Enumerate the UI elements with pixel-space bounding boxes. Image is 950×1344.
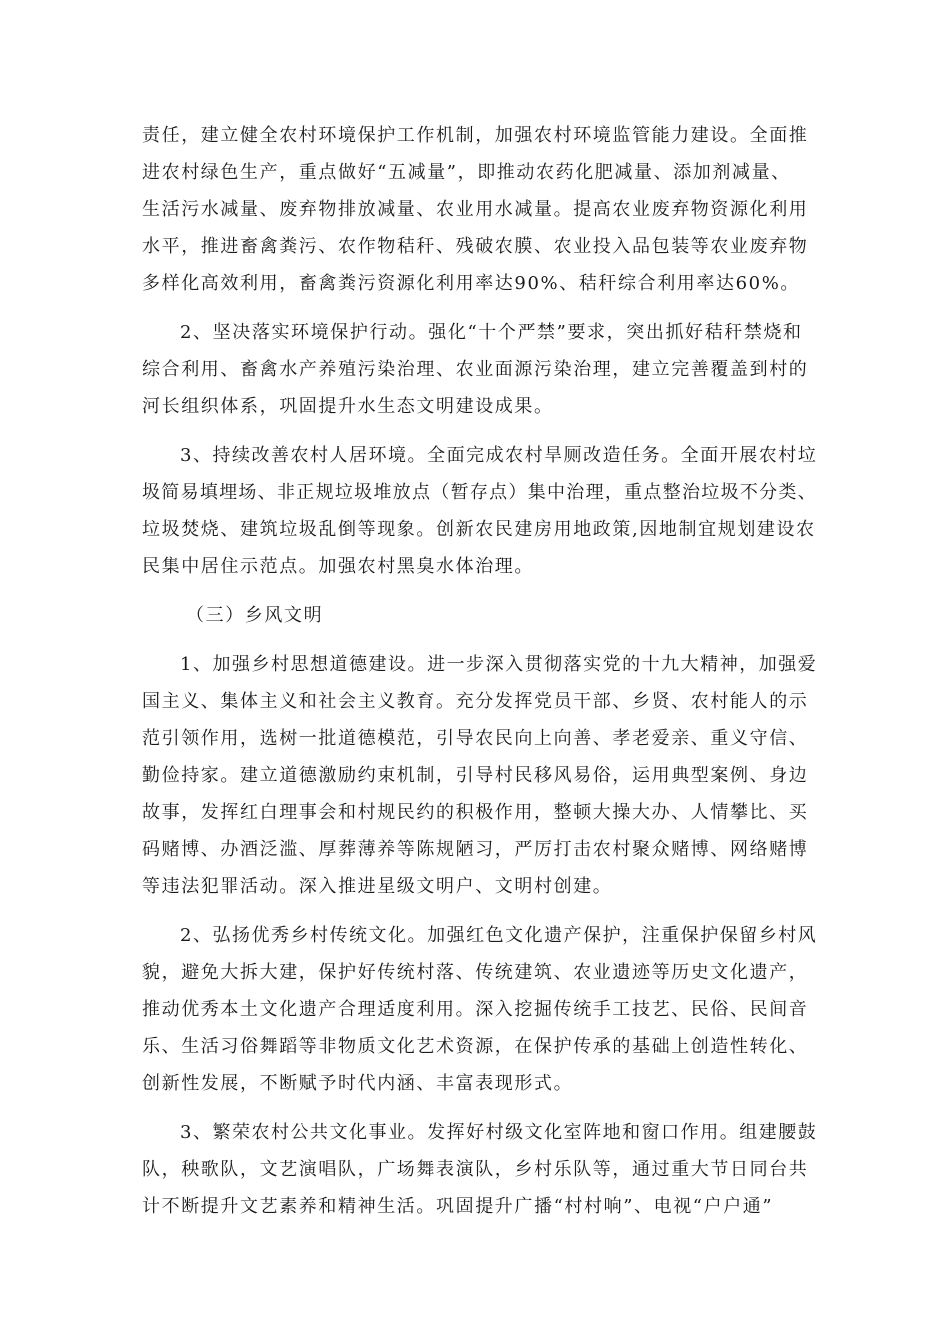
paragraph-1-line-4: 水平，推进畜禽粪污、农作物秸秆、残破农膜、农业投入品包装等农业废弃物 (142, 236, 809, 257)
paragraph-4-line-6: 码赌博、办酒泛滥、厚葬薄养等陈规陋习，严厉打击农村聚众赌博、网络赌博 (142, 839, 809, 860)
paragraph-3-line-1: 3、持续改善农村人居环境。全面完成农村旱厕改造任务。全面开展农村垃 (180, 445, 818, 466)
paragraph-3-line-3: 垃圾焚烧、建筑垃圾乱倒等现象。创新农民建房用地政策,因地制宜规划建设农 (142, 519, 816, 540)
paragraph-1-line-3: 生活污水减量、废弃物排放减量、农业用水减量。提高农业废弃物资源化利用 (142, 199, 809, 220)
paragraph-6-line-3: 计不断提升文艺素养和精神生活。巩固提升广播“村村响”、电视“户户通” (142, 1196, 774, 1217)
paragraph-1-line-2: 进农村绿色生产，重点做好“五减量”，即推动农药化肥减量、添加剂减量、 (142, 162, 791, 183)
paragraph-4-line-1: 1、加强乡村思想道德建设。进一步深入贯彻落实党的十九大精神，加强爱 (180, 654, 818, 675)
paragraph-3-line-2: 圾简易填埋场、非正规垃圾堆放点（暂存点）集中治理，重点整治垃圾不分类、 (142, 482, 817, 503)
paragraph-4-line-7: 等违法犯罪活动。深入推进星级文明户、文明村创建。 (142, 876, 613, 897)
paragraph-4-line-5: 故事，发挥红白理事会和村规民约的积极作用，整顿大操大办、人情攀比、买 (142, 802, 809, 823)
paragraph-4-line-4: 勤俭持家。建立道德激励约束机制，引导村民移风易俗，运用典型案例、身边 (142, 765, 809, 786)
paragraph-1-line-5: 多样化高效利用，畜禽粪污资源化利用率达90%、秸秆综合利用率达60%。 (142, 273, 801, 294)
paragraph-1-line-1: 责任，建立健全农村环境保护工作机制，加强农村环境监管能力建设。全面推 (142, 125, 809, 146)
paragraph-5-line-4: 乐、生活习俗舞蹈等非物质文化艺术资源，在保护传承的基础上创造性转化、 (142, 1036, 809, 1057)
paragraph-5-line-5: 创新性发展，不断赋予时代内涵、丰富表现形式。 (142, 1073, 574, 1094)
section-heading: （三）乡风文明 (186, 605, 324, 626)
paragraph-3-line-4: 民集中居住示范点。加强农村黑臭水体治理。 (142, 556, 534, 577)
paragraph-2-line-3: 河长组织体系，巩固提升水生态文明建设成果。 (142, 396, 554, 417)
paragraph-4-line-2: 国主义、集体主义和社会主义教育。充分发挥党员干部、乡贤、农村能人的示 (142, 691, 809, 712)
paragraph-2-line-1: 2、坚决落实环境保护行动。强化“十个严禁”要求，突出抓好秸秆禁烧和 (180, 322, 803, 343)
paragraph-6-line-2: 队，秧歌队，文艺演唱队，广场舞表演队，乡村乐队等，通过重大节日同台共 (142, 1159, 809, 1180)
paragraph-2-line-2: 综合利用、畜禽水产养殖污染治理、农业面源污染治理，建立完善覆盖到村的 (142, 359, 809, 380)
paragraph-5-line-1: 2、弘扬优秀乡村传统文化。加强红色文化遗产保护，注重保护保留乡村风 (180, 925, 818, 946)
paragraph-6-line-1: 3、繁荣农村公共文化事业。发挥好村级文化室阵地和窗口作用。组建腰鼓 (180, 1122, 818, 1143)
paragraph-4-line-3: 范引领作用，选树一批道德模范，引导农民向上向善、孝老爱亲、重义守信、 (142, 728, 809, 749)
paragraph-5-line-2: 貌，避免大拆大建，保护好传统村落、传统建筑、农业遗迹等历史文化遗产， (142, 962, 809, 983)
paragraph-5-line-3: 推动优秀本土文化遗产合理适度利用。深入挖掘传统手工技艺、民俗、民间音 (142, 999, 809, 1020)
